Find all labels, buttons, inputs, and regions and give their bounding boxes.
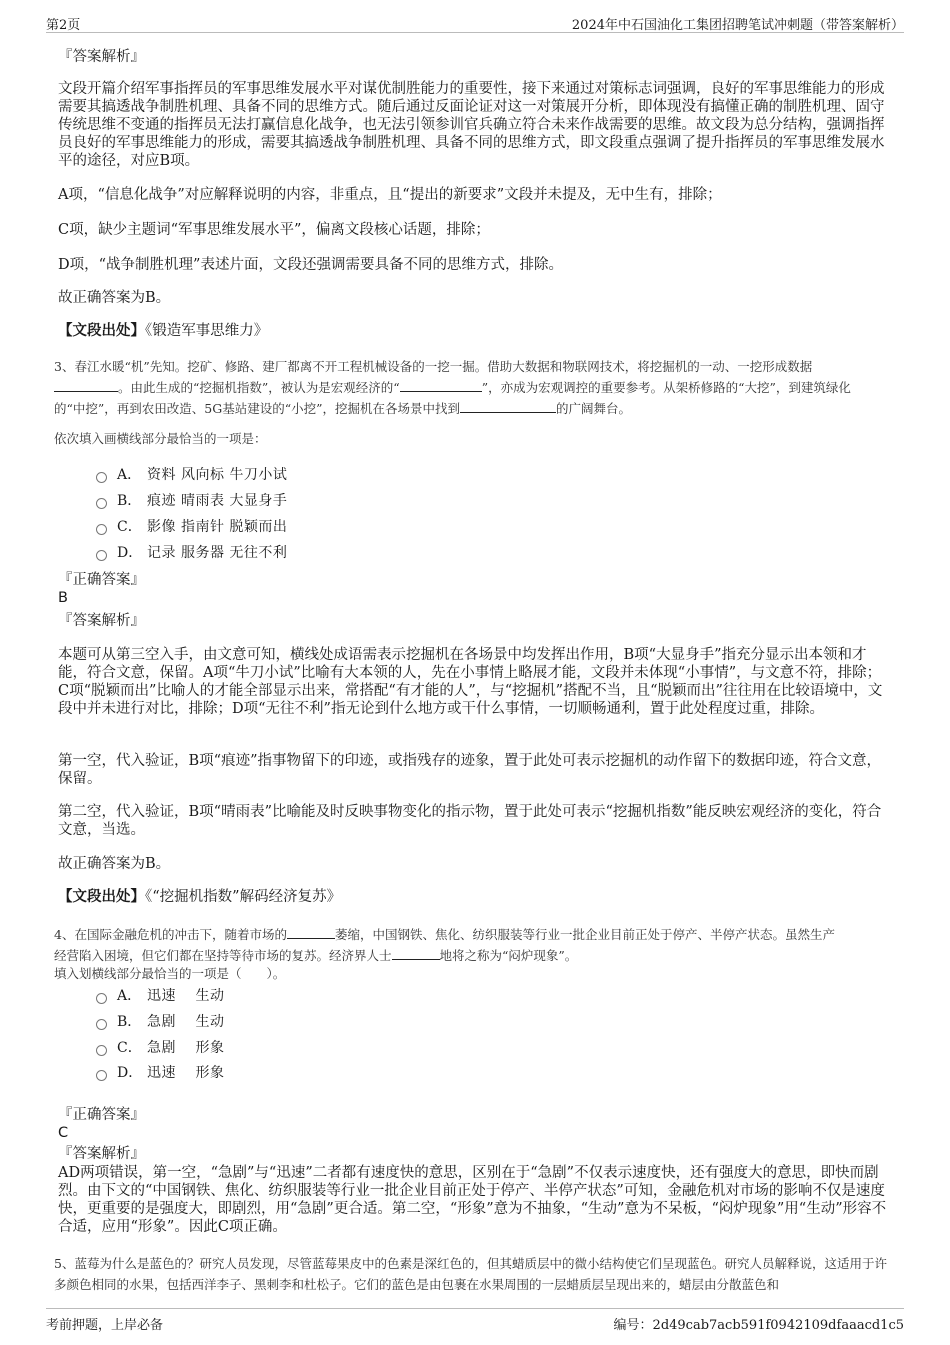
radio-icon[interactable] bbox=[96, 550, 107, 561]
q3-analysis-blank-2: 第二空，代入验证，B项“晴雨表”比喻能及时反映事物变化的指示物，置于此处可表示“挖掘机指数”能反映宏观经济的变化，符合文意，当选。 bbox=[58, 804, 882, 838]
q3-option-a[interactable] bbox=[96, 466, 287, 484]
q3-source-tag: 【文段出处】 bbox=[58, 888, 145, 905]
q4-option-a[interactable] bbox=[96, 987, 224, 1005]
page-header bbox=[0, 0, 950, 34]
q2-analysis-tag: 『答案解析』 bbox=[58, 49, 145, 65]
q2-conclusion: 故正确答案为B。 bbox=[58, 290, 171, 306]
page-footer bbox=[0, 1308, 950, 1345]
q4-blank-1 bbox=[287, 924, 335, 939]
q3-blank-3 bbox=[460, 398, 556, 413]
option-text: 资料 风向标 牛刀小试 bbox=[147, 467, 288, 483]
option-text: 迅速 形象 bbox=[147, 1065, 225, 1081]
q3-stem-part: 的“中挖”，再到农田改造、5G基站建设的“小挖”，挖掘机在各场景中找到 bbox=[54, 401, 461, 416]
q4-stem bbox=[54, 924, 894, 966]
q4-blank-2 bbox=[392, 945, 440, 960]
q3-blank-2 bbox=[400, 377, 482, 392]
q2-analysis-option-d: D项，“战争制胜机理”表述片面，文段还强调需要具备不同的思维方式，排除。 bbox=[58, 257, 563, 273]
q3-analysis-paragraph: 本题可从第三空入手，由文意可知，横线处成语需表示挖掘机在各场景中均发挥出作用，B项“大显身手”指充分显示出本领和才能，符合文意，保留。A项“牛刀小试”比喻有大本领的人，先在小事情上略展才能，文段并未体现“小事情”，与文意不符，排除；C项“脱颖而出”比喻人的才能全部显示出来，常搭配“有才能的人”，与“挖掘机”搭配不当，且“脱颖而出”往往用在比较语境中，文段中并未进行对比，排除；D项“无往不利”指无论到什么地方或干什么事情，一切顺畅通利，置于此处程度过重，排除。 bbox=[58, 647, 883, 717]
option-text: 记录 服务器 无往不利 bbox=[147, 545, 288, 561]
option-text: 影像 指南针 脱颖而出 bbox=[147, 519, 288, 535]
q3-stem-part: 3、春江水暖“机”先知。挖矿、修路、建厂都离不开工程机械设备的一挖一掘。借助大数据和物联网技术，将挖掘机的一动、一挖形成数据 bbox=[54, 359, 813, 374]
option-key: C． bbox=[117, 519, 142, 535]
header-divider bbox=[46, 32, 904, 33]
q3-analysis-blank-1: 第一空，代入验证，B项“痕迹”指事物留下的印迹，或指残存的迹象，置于此处可表示挖掘机的动作留下的数据印迹，符合文意，保留。 bbox=[58, 753, 881, 787]
radio-icon[interactable] bbox=[96, 498, 107, 509]
q2-source-title: 《锻造军事思维力》 bbox=[145, 323, 269, 339]
radio-icon[interactable] bbox=[96, 524, 107, 535]
q4-stem-part: 经营陷入困境，但它们都在坚持等待市场的复苏。经济界人士 bbox=[54, 948, 392, 963]
option-key: A． bbox=[117, 988, 142, 1004]
q3-prompt: 依次填入画横线部分最恰当的一项是： bbox=[54, 431, 267, 446]
option-text: 急剧 形象 bbox=[147, 1040, 225, 1056]
q3-analysis-tag: 『答案解析』 bbox=[58, 613, 145, 629]
q3-source bbox=[58, 888, 890, 906]
q4-analysis-paragraph: AD两项错误，第一空，“急剧”与“迅速”二者都有速度快的意思，区别在于“急剧”不仅表示速度快，还有强度大的意思，即快而剧烈。由下文的“中国钢铁、焦化、纺织服装等行业一批企业目前正处于停产、半停产状态”可知，金融危机对市场的影响不仅是速度快，更重要的是强度大，即剧烈，用“急剧”更合适。第二空，“形象”意为不抽象，“生动”意为不呆板，“闷炉现象”用“生动”形容不合适，应用“形象”。因此C项正确。 bbox=[58, 1165, 887, 1235]
q4-answer: C bbox=[58, 1125, 69, 1141]
q4-option-d[interactable] bbox=[96, 1064, 224, 1082]
q2-source bbox=[58, 322, 890, 340]
q5-stem: 5、蓝莓为什么是蓝色的？研究人员发现，尽管蓝莓果皮中的色素是深红色的，但其蜡质层中的微小结构使它们呈现蓝色。研究人员解释说，这适用于许多颜色相同的水果，包括西洋李子、黑刺李和杜松子。它们的蓝色是由包裹在水果周围的一层蜡质层呈现出来的，蜡层由分散蓝色和 bbox=[54, 1256, 887, 1292]
q3-blank-1 bbox=[54, 377, 118, 392]
q2-source-tag: 【文段出处】 bbox=[58, 322, 145, 339]
option-key: C． bbox=[117, 1040, 142, 1056]
q3-stem-part: 。由此生成的“挖掘机指数”，被认为是宏观经济的“ bbox=[118, 380, 400, 395]
q3-conclusion: 故正确答案为B。 bbox=[58, 856, 171, 872]
q3-answer: B bbox=[58, 590, 68, 606]
q3-stem-part: ”，亦成为宏观调控的重要参考。从架桥修路的“大挖”，到建筑绿化 bbox=[481, 380, 851, 395]
q3-option-d[interactable] bbox=[96, 544, 287, 562]
q4-analysis-tag: 『答案解析』 bbox=[58, 1146, 145, 1162]
option-key: D． bbox=[117, 545, 143, 561]
option-text: 迅速 生动 bbox=[147, 988, 225, 1004]
radio-icon[interactable] bbox=[96, 1070, 107, 1081]
q3-option-c[interactable] bbox=[96, 518, 287, 536]
option-key: A． bbox=[117, 467, 142, 483]
q3-stem bbox=[54, 356, 894, 419]
document-title: 2024年中石国油化工集团招聘笔试冲刺题（带答案解析） bbox=[571, 18, 904, 33]
q4-stem-part: 4、在国际金融危机的冲击下，随着市场的 bbox=[54, 927, 287, 942]
option-text: 急剧 生动 bbox=[147, 1014, 225, 1030]
q4-option-c[interactable] bbox=[96, 1039, 224, 1057]
radio-icon[interactable] bbox=[96, 472, 107, 483]
option-key: D． bbox=[117, 1065, 143, 1081]
footer-divider bbox=[46, 1308, 904, 1309]
q4-stem-part: 萎缩，中国钢铁、焦化、纺织服装等行业一批企业目前正处于停产、半停产状态。虽然生产 bbox=[334, 927, 835, 942]
radio-icon[interactable] bbox=[96, 1045, 107, 1056]
page-number: 第2页 bbox=[46, 18, 81, 33]
radio-icon[interactable] bbox=[96, 993, 107, 1004]
option-key: B． bbox=[117, 1014, 142, 1030]
radio-icon[interactable] bbox=[96, 1019, 107, 1030]
footer-slogan: 考前押题，上岸必备 bbox=[46, 1318, 164, 1333]
q3-source-title: 《“挖掘机指数”解码经济复苏》 bbox=[145, 889, 342, 905]
q2-analysis-option-c: C项，缺少主题词“军事思维发展水平”，偏离文段核心话题，排除； bbox=[58, 222, 490, 238]
q3-answer-tag: 『正确答案』 bbox=[58, 572, 145, 588]
q4-stem-part: 地将之称为“闷炉现象”。 bbox=[439, 948, 578, 963]
q3-stem-part: 的广阔舞台。 bbox=[556, 401, 632, 416]
document-serial: 编号：2d49cab7acb591f0942109dfaaacd1c5 bbox=[613, 1318, 904, 1333]
q3-option-b[interactable] bbox=[96, 492, 287, 510]
q2-analysis-paragraph: 文段开篇介绍军事指挥员的军事思维发展水平对谋优制胜能力的重要性，接下来通过对策标志词强调，良好的军事思维能力的形成需要其搞透战争制胜机理、具备不同的思维方式。随后通过反面论证对这一对策展开分析，即体现没有搞懂正确的制胜机理、固守传统思维不变通的指挥员无法打赢信息化战争，也无法引领参训官兵确立符合未来作战需要的思维。故文段为总分结构，强调指挥员良好的军事思维能力的形成，需要其搞透战争制胜机理、具备不同的思维方式，即文段重点强调了提升指挥员的军事思维发展水平的途径，对应B项。 bbox=[58, 81, 885, 169]
option-key: B． bbox=[117, 493, 142, 509]
q4-option-b[interactable] bbox=[96, 1013, 224, 1031]
q4-answer-tag: 『正确答案』 bbox=[58, 1107, 145, 1123]
q4-prompt: 填入划横线部分最恰当的一项是（ ）。 bbox=[54, 966, 286, 981]
option-text: 痕迹 晴雨表 大显身手 bbox=[147, 493, 288, 509]
q2-analysis-option-a: A项，“信息化战争”对应解释说明的内容，非重点，且“提出的新要求”文段并未提及，无中生有，排除； bbox=[58, 187, 722, 203]
